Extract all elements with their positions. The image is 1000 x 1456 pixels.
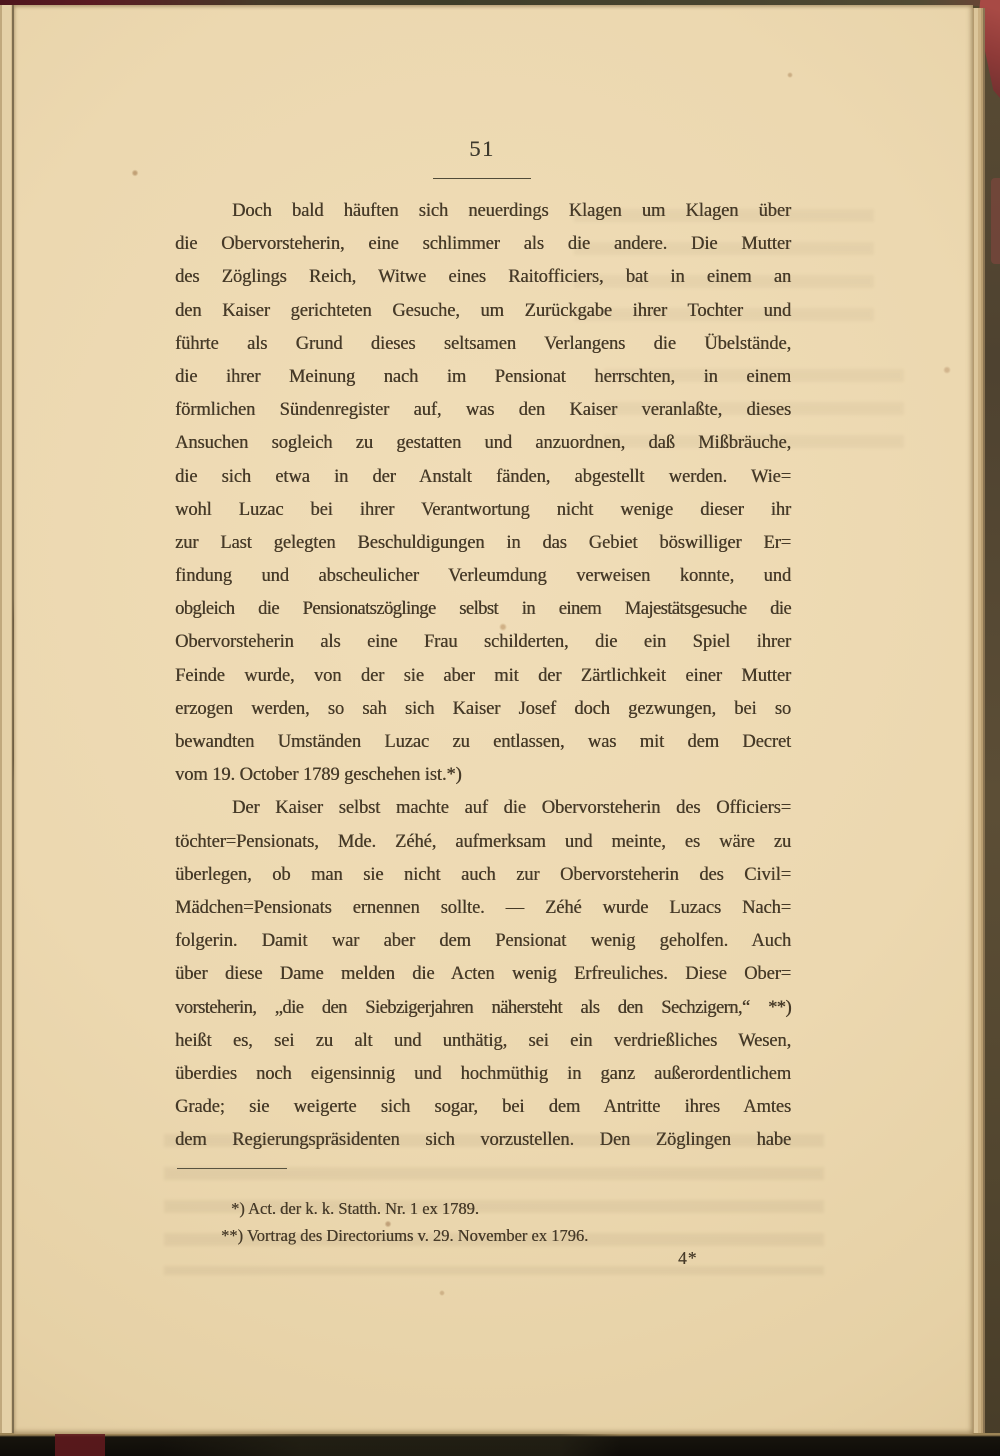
footnote-divider [177,1168,287,1169]
text-line: dem Regierungspräsidenten sich vorzustellen. Den Zöglingen habe [175,1130,791,1151]
page-number: 51 [469,136,495,161]
footnotes [175,1196,791,1249]
text-line: findung und abscheulicher Verleumdung verweisen konnte, und [175,566,791,587]
body-text [175,195,791,1157]
text-line: zur Last gelegten Beschuldigungen in das Gebiet böswilliger Er= [175,532,791,553]
text-line: Grade; sie weigerte sich sogar, bei dem Antritte ihres Amtes [175,1097,791,1118]
page-stack-edge-left [0,5,14,1440]
text-line: Feinde wurde, von der sie aber mit der Zärtlichkeit einer Mutter [175,665,791,686]
text-line: den Kaiser gerichteten Gesuche, um Zurückgabe ihrer Tochter und [175,300,791,321]
text-line: die sich etwa in der Anstalt fänden, abgestellt werden. Wie= [175,466,791,487]
text-line: wohl Luzac bei ihrer Verantwortung nicht wenige dieser ihr [175,499,791,520]
text-line: führte als Grund dieses seltsamen Verlangens die Übelstände, [175,333,791,354]
signature-mark: 4* [678,1248,698,1268]
footnote: *) Act. der k. k. Statth. Nr. 1 ex 1789. [231,1199,479,1218]
text-line: überdies noch eigensinnig und hochmüthig in ganz außerordentlichem [175,1063,791,1084]
text-line: Obervorsteherin als eine Frau schilderten, die ein Spiel ihrer [175,632,791,653]
red-cloth-fragment [991,178,1000,264]
text-line: obgleich die Pensionatszöglinge selbst in einem Majestätsgesuche die [175,599,791,620]
text-line: vorsteherin, „die den Siebzigerjahren nähersteht als den Sechzigern,“ **) [175,997,791,1018]
text-line: Doch bald häuften sich neuerdings Klagen um Klagen über [232,201,791,221]
footnote: **) Vortrag des Directoriums v. 29. November ex 1796. [221,1225,589,1245]
text-line: Der Kaiser selbst machte auf die Obervorsteherin des Officiers= [232,798,791,819]
text-line: des Zöglings Reich, Witwe eines Raitofficiers, bat in einem an [175,267,791,288]
text-line: die Obervorsteherin, eine schlimmer als die andere. Die Mutter [175,234,791,255]
text-line: überlegen, ob man sie nicht auch zur Obervorsteherin des Civil= [175,864,791,885]
text-line: förmlichen Sündenregister auf, was den Kaiser veranlaßte, dieses [175,400,791,421]
text-line: bewandten Umständen Luzac zu entlassen, was mit dem Decret [175,732,791,752]
page-stack-edge-right [972,8,985,1438]
text-line: vom 19. October 1789 geschehen ist.*) [175,765,462,786]
text-line: folgerin. Damit war aber dem Pensionat wenig geholfen. Auch [175,931,791,952]
text-line: die ihrer Meinung nach im Pensionat herrschten, in einem [175,366,791,387]
scanned-book-page [14,5,973,1434]
text-line: erzogen werden, so sah sich Kaiser Josef doch gezwungen, bei so [175,698,791,719]
text-line: über diese Dame melden die Acten wenig Erfreuliches. Diese Ober= [175,964,791,985]
book-cover-bottom-edge [0,1433,1000,1456]
text-line: Mädchen=Pensionats ernennen sollte. — Zéhé wurde Luzacs Nach= [175,897,791,918]
text-line: Ansuchen sogleich zu gestatten und anzuordnen, daß Mißbräuche, [175,433,791,454]
text-line: heißt es, sei zu alt und unthätig, sei ein verdrießliches Wesen, [175,1030,791,1051]
text-line: töchter=Pensionats, Mde. Zéhé, aufmerksam und meinte, es wäre zu [175,831,791,852]
page-number-rule [433,178,531,179]
